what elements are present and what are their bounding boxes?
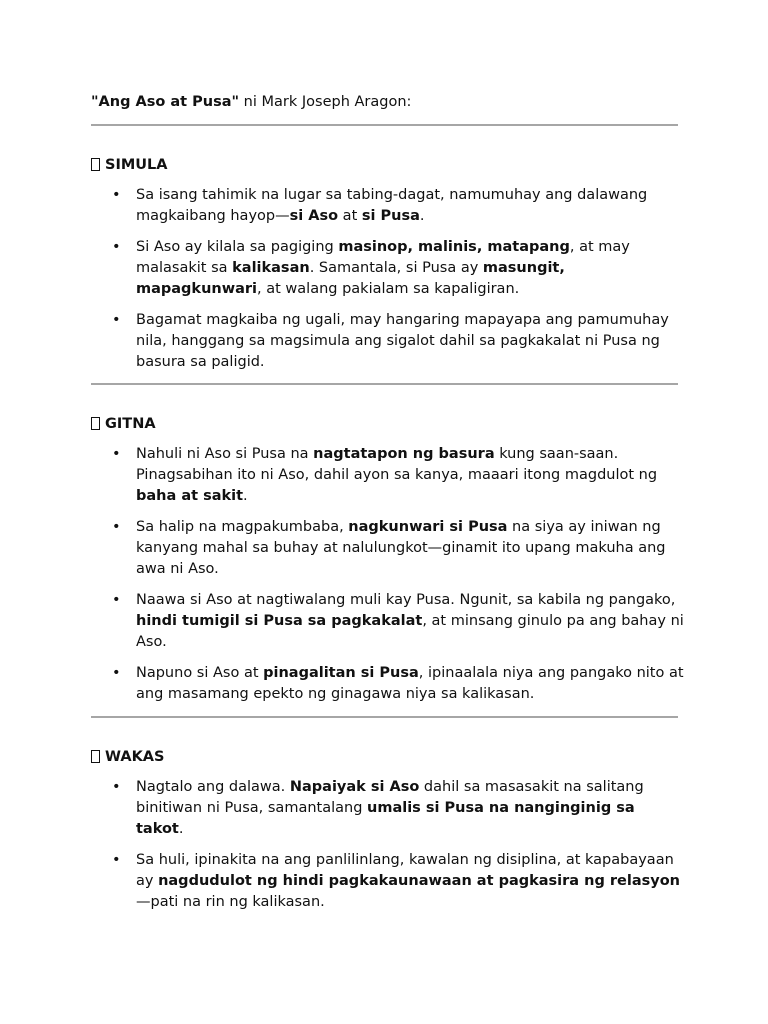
emphasis-text: nagdudulot ng hindi pagkakaunawaan at pagkasira ng relasyon (158, 873, 680, 889)
emphasis-text: umalis si Pusa na nanginginig sa takot (136, 800, 635, 837)
emphasis-text: nagkunwari si Pusa (348, 519, 508, 535)
divider (91, 716, 678, 718)
section-marker-icon (91, 158, 100, 171)
emphasis-text: baha at sakit (136, 488, 244, 504)
emphasis-text: hindi tumigil si Pusa sa pagkakalat (136, 613, 423, 629)
section-list-wakas (136, 777, 684, 923)
emphasis-text: pinagalitan si Pusa (263, 665, 419, 681)
section-marker-icon (91, 417, 100, 430)
body-text: dahil sa masasakit na salitang binitiwan ni Pusa, samantalang (136, 779, 644, 816)
section-heading-label: GITNA (105, 416, 156, 432)
body-text: . (419, 208, 425, 224)
body-text: —pati na rin ng kalikasan. (136, 894, 325, 910)
emphasis-text: si Aso (289, 208, 339, 224)
list-item (136, 517, 684, 580)
section-list-gitna (136, 444, 684, 715)
body-text: Si Aso ay kilala sa pagiging (136, 239, 339, 255)
body-text: . (243, 488, 248, 504)
story-author: ni Mark Joseph Aragon: (239, 94, 412, 110)
emphasis-text: masungit, mapagkunwari (136, 260, 565, 297)
section-heading-simula (91, 155, 168, 175)
list-item (136, 590, 684, 653)
section-heading-wakas (91, 747, 164, 767)
list-item (136, 444, 684, 507)
divider (91, 124, 678, 126)
body-text: , at may malasakit sa (136, 239, 630, 276)
list-item (136, 310, 684, 373)
document-title (91, 92, 411, 112)
emphasis-text: nagtatapon ng basura (313, 446, 495, 462)
section-marker-icon (91, 750, 100, 763)
body-text: , ipinaalala niya ang pangako nito at ang masamang epekto ng ginagawa niya sa kalikasan. (136, 665, 684, 702)
section-heading-gitna (91, 414, 156, 434)
section-heading-label: SIMULA (105, 157, 168, 173)
body-text: na siya ay iniwan ng kanyang mahal sa buhay at nalulungkot—ginamit ito upang makuha ang awa ni Aso. (136, 519, 666, 577)
body-text: Nahuli ni Aso si Pusa na (136, 446, 314, 462)
list-item (136, 185, 684, 227)
body-text: . (178, 821, 184, 837)
body-text: Sa huli, ipinakita na ang panlilinlang, kawalan ng disiplina, at kapabayaan ay (136, 852, 674, 889)
body-text: kung saan-saan. Pinagsabihan ito ni Aso, dahil ayon sa kanya, maaari itong magdulot ng (136, 446, 658, 483)
body-text: Naawa si Aso at nagtiwalang muli kay Pusa. Ngunit, sa kabila ng pangako, (136, 592, 676, 608)
list-item (136, 850, 684, 913)
divider (91, 383, 678, 385)
body-text: Sa isang tahimik na lugar sa tabing-dagat, namumuhay ang dalawang magkaibang hayop— (136, 187, 648, 224)
list-item (136, 663, 684, 705)
list-item (136, 237, 684, 300)
emphasis-text: kalikasan (232, 260, 310, 276)
section-list-simula (136, 185, 684, 383)
emphasis-text: Napaiyak si Aso (289, 779, 420, 795)
body-text: Bagamat magkaiba ng ugali, may hangaring mapayapa ang pamumuhay nila, hanggang sa magsimula ang sigalot dahil sa pagkakalat ni Pusa ng basura sa paligid. (136, 312, 669, 370)
body-text: Napuno si Aso at (136, 665, 264, 681)
body-text: Sa halip na magpakumbaba, (136, 519, 349, 535)
list-item (136, 777, 684, 840)
emphasis-text: masinop, malinis, matapang (338, 239, 570, 255)
body-text: Nagtalo ang dalawa. (136, 779, 290, 795)
section-heading-label: WAKAS (105, 749, 165, 765)
body-text: . Samantala, si Pusa ay (309, 260, 483, 276)
body-text: , at walang pakialam sa kapaligiran. (257, 281, 520, 297)
emphasis-text: si Pusa (361, 208, 420, 224)
body-text: , at minsang ginulo pa ang bahay ni Aso. (136, 613, 684, 650)
body-text: at (338, 208, 362, 224)
story-title: "Ang Aso at Pusa" (91, 94, 240, 110)
